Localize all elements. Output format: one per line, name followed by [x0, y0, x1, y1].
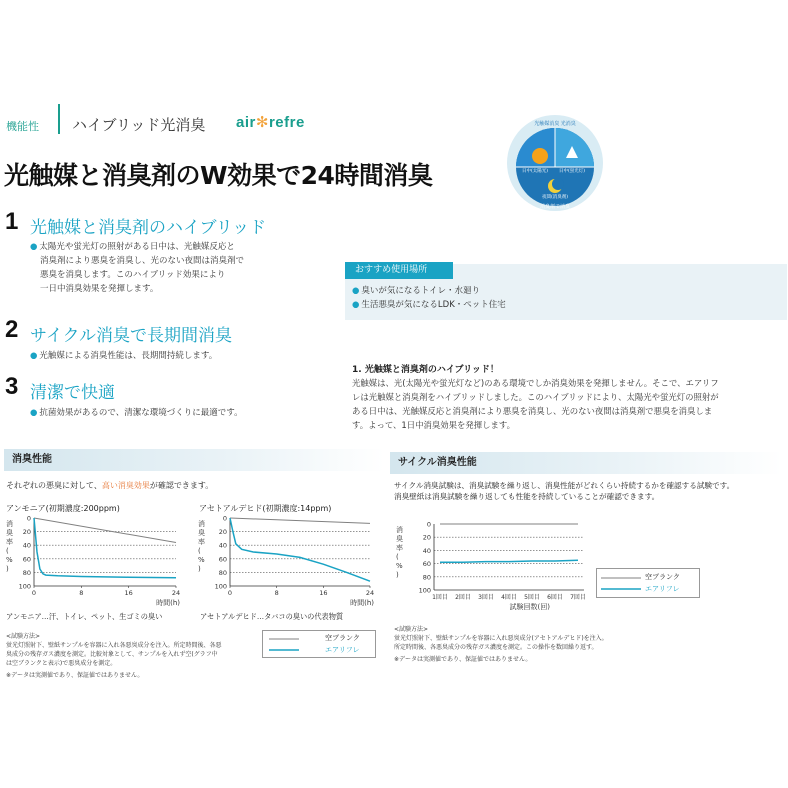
x-tick-label: 0 — [31, 589, 37, 597]
x-tick-label: 1回目 — [432, 594, 448, 601]
method-line: は空ブランクと表示)で悪臭成分を測定。 — [6, 660, 117, 667]
page-headline: 光触媒と消臭剤のW効果で24時間消臭 — [4, 161, 433, 190]
feature-number: 3 — [5, 373, 19, 400]
y-tick-label: 0 — [26, 514, 31, 523]
brand-logo: air✻refre — [236, 114, 305, 131]
x-tick-label: 16 — [319, 589, 328, 597]
ammonia-chart — [4, 514, 184, 610]
feature-line: ● 光触媒による消臭性能は、長期間持続します。 — [30, 349, 217, 363]
recommend-item: ● 生活悪臭が気になるLDK・ペット住宅 — [352, 298, 506, 312]
y-tick-label: 20 — [422, 533, 431, 542]
cycle-intro-line: 消臭壁紙は消臭試験を繰り返しても性能を持続していることが確認できます。 — [394, 492, 660, 501]
y-tick-label: 100 — [418, 586, 431, 595]
x-tick-label: 2回目 — [455, 594, 471, 601]
x-tick-label: 5回目 — [524, 594, 540, 601]
explain-line: ある日中は、光触媒反応と消臭剤により悪臭を消臭し、光のない夜間は消臭剤で悪臭を消臭しま — [352, 406, 713, 416]
badge-right-label: 日中(蛍光灯) — [559, 169, 586, 174]
y-tick-label: 0 — [426, 520, 431, 529]
series-line-product — [230, 518, 370, 581]
x-axis-label: 試験回数(回) — [509, 603, 550, 611]
chart-caption: アンモニア…汗、トイレ、ペット、生ゴミの臭い — [6, 612, 163, 621]
header-title: ハイブリッド光消臭 — [72, 116, 206, 134]
y-axis-label-char: ) — [396, 571, 399, 579]
x-axis-label: 時間(h) — [350, 599, 374, 607]
y-tick-label: 100 — [214, 582, 227, 591]
y-tick-label: 40 — [422, 546, 431, 555]
y-axis-label-char: 臭 — [6, 529, 13, 537]
section-band-deodorize: 消臭性能 — [4, 449, 384, 471]
chart-title: アセトアルデヒド(初期濃度:14ppm) — [199, 504, 332, 513]
x-tick-label: 4回目 — [501, 594, 517, 601]
x-tick-label: 16 — [124, 589, 133, 597]
x-tick-label: 3回目 — [478, 594, 494, 601]
y-axis-label-char: % — [396, 562, 403, 570]
recommend-list — [352, 284, 506, 312]
series-line-product — [34, 518, 176, 578]
series-line-blank — [230, 518, 370, 523]
x-tick-label: 6回目 — [547, 594, 563, 601]
y-tick-label: 20 — [218, 528, 227, 537]
legend-label-blank: 空ブランク — [325, 634, 360, 642]
x-tick-label: 8 — [79, 589, 84, 597]
legend-label-product: エアリフレ — [325, 646, 360, 654]
badge-footer: 消臭剤で消臭 — [539, 204, 570, 210]
method-line: 所定時間後、各悪臭成分の残存ガス濃度を測定。この操作を数回繰り返す。 — [394, 644, 598, 651]
x-tick-label: 24 — [171, 589, 181, 597]
x-tick-label: 8 — [274, 589, 279, 597]
feature-title: サイクル消臭で長期間消臭 — [30, 326, 232, 346]
cycle-chart — [394, 516, 594, 620]
y-tick-label: 80 — [22, 568, 31, 577]
y-axis-label-char: 消 — [396, 526, 403, 534]
recommend-item: ● 臭いが気になるトイレ・水廻り — [352, 284, 506, 298]
method-line: 蛍光灯照射下、壁紙サンプルを容器に入れ各悪臭成分を注入。所定時間後、各悪 — [6, 642, 222, 649]
feature-line: 悪臭を消臭します。このハイブリッド効果により — [40, 270, 226, 280]
feature-line: ● 太陽光や蛍光灯の照射がある日中は、光触媒反応と — [30, 240, 330, 254]
y-tick-label: 60 — [22, 555, 31, 564]
chart-caption: アセトアルデヒド…タバコの臭いの代表物質 — [200, 612, 344, 621]
y-tick-label: 40 — [218, 541, 227, 550]
y-tick-label: 0 — [222, 514, 227, 523]
y-axis-label-char: % — [198, 556, 205, 564]
recommend-tab: おすすめ使用場所 — [345, 262, 453, 279]
y-axis-label-char: 率 — [198, 538, 205, 546]
method-line: 蛍光灯照射下、壁紙サンプルを容器に入れ悪臭成分(アセトアルデヒド)を注入。 — [394, 635, 608, 642]
hybrid-badge — [506, 114, 604, 212]
y-axis-label-char: 率 — [6, 538, 13, 546]
feature-number: 1 — [5, 208, 19, 235]
y-tick-label: 80 — [422, 573, 431, 582]
y-axis-label-char: ( — [198, 547, 201, 555]
y-axis-label-char: ) — [6, 565, 9, 573]
method-title: <試験方法> — [6, 633, 41, 640]
y-axis-label-char: 臭 — [396, 535, 403, 543]
explain-line: レは光触媒と消臭剤をハイブリッドしました。このハイブリッドにより、太陽光や蛍光灯の照射が — [352, 392, 719, 402]
badge-bottom-label: 夜間(消臭剤) — [541, 195, 568, 200]
data-note: ※データは実測値であり、保証値ではありません。 — [394, 656, 532, 663]
feature-line: 一日中消臭効果を発揮します。 — [40, 284, 159, 294]
y-tick-label: 80 — [218, 568, 227, 577]
explain-line: 光触媒は、光(太陽光や蛍光灯など)のある環境でしか消臭効果を発揮しません。そこで、エアリフ — [352, 378, 719, 388]
star-icon: ✻ — [255, 114, 269, 131]
y-tick-label: 40 — [22, 541, 31, 550]
cycle-method-block — [394, 625, 694, 664]
feature-number: 2 — [5, 316, 19, 343]
legend-box — [262, 630, 376, 658]
badge-left-label: 日中(太陽光) — [522, 169, 549, 174]
acetaldehyde-chart — [196, 514, 376, 610]
data-note: ※データは実測値であり、保証値ではありません。 — [6, 672, 144, 679]
chart-title: アンモニア(初期濃度:200ppm) — [6, 504, 120, 513]
x-axis-label: 時間(h) — [156, 599, 180, 607]
sun-icon — [532, 148, 548, 164]
feature-title: 清潔で快適 — [30, 383, 115, 403]
y-axis-label-char: ( — [396, 553, 399, 561]
badge-top-label: 光触媒消臭 光消臭 — [534, 121, 576, 127]
method-block — [6, 632, 246, 680]
y-axis-label-char: ) — [198, 565, 201, 573]
y-axis-label-char: 臭 — [198, 529, 205, 537]
series-line-blank — [34, 518, 176, 543]
x-tick-label: 0 — [227, 589, 233, 597]
explain-line: す。よって、1日中消臭効果を発揮します。 — [352, 420, 515, 430]
x-tick-label: 7回目 — [570, 594, 586, 601]
header-divider — [58, 104, 60, 134]
explain-body — [352, 376, 784, 432]
feature-body — [30, 240, 330, 296]
y-tick-label: 60 — [218, 555, 227, 564]
explain-title: 1. 光触媒と消臭剤のハイブリッド！ — [352, 365, 499, 375]
feature-line: ● 抗菌効果があるので、清潔な環境づくりに最適です。 — [30, 406, 243, 420]
series-line-product — [440, 560, 578, 562]
x-tick-label: 24 — [365, 589, 375, 597]
y-tick-label: 100 — [18, 582, 31, 591]
y-axis-label-char: 消 — [6, 520, 13, 528]
legend-label-blank: 空ブランク — [645, 573, 680, 581]
legend-label-product: エアリフレ — [645, 585, 680, 593]
category-label: 機能性 — [6, 120, 39, 133]
y-axis-label-char: ( — [6, 547, 9, 555]
highlight-text: 高い消臭効果 — [101, 481, 150, 490]
feature-title: 光触媒と消臭剤のハイブリッド — [30, 218, 267, 238]
cycle-intro-line: サイクル消臭試験は、消臭試験を繰り返し、消臭性能がどれくらい持続するかを確認する試験です。 — [394, 481, 735, 490]
section-band-cycle: サイクル消臭性能 — [390, 452, 782, 474]
y-axis-label-char: % — [6, 556, 13, 564]
feature-line: 消臭剤により悪臭を消臭し、光のない夜間は消臭剤で — [40, 256, 245, 266]
y-axis-label-char: 消 — [198, 520, 205, 528]
y-axis-label-char: 率 — [396, 544, 403, 552]
method-line: 臭成分の残存ガス濃度を測定。比較対象として、サンプルを入れず空(グラフ中 — [6, 651, 218, 658]
cycle-intro — [394, 480, 734, 502]
y-tick-label: 20 — [22, 528, 31, 537]
cycle-legend — [596, 568, 700, 598]
section-intro: それぞれの悪臭に対して、高い消臭効果が確認できます。 — [6, 481, 214, 490]
method-title: <試験方法> — [394, 626, 429, 633]
y-tick-label: 60 — [422, 560, 431, 569]
